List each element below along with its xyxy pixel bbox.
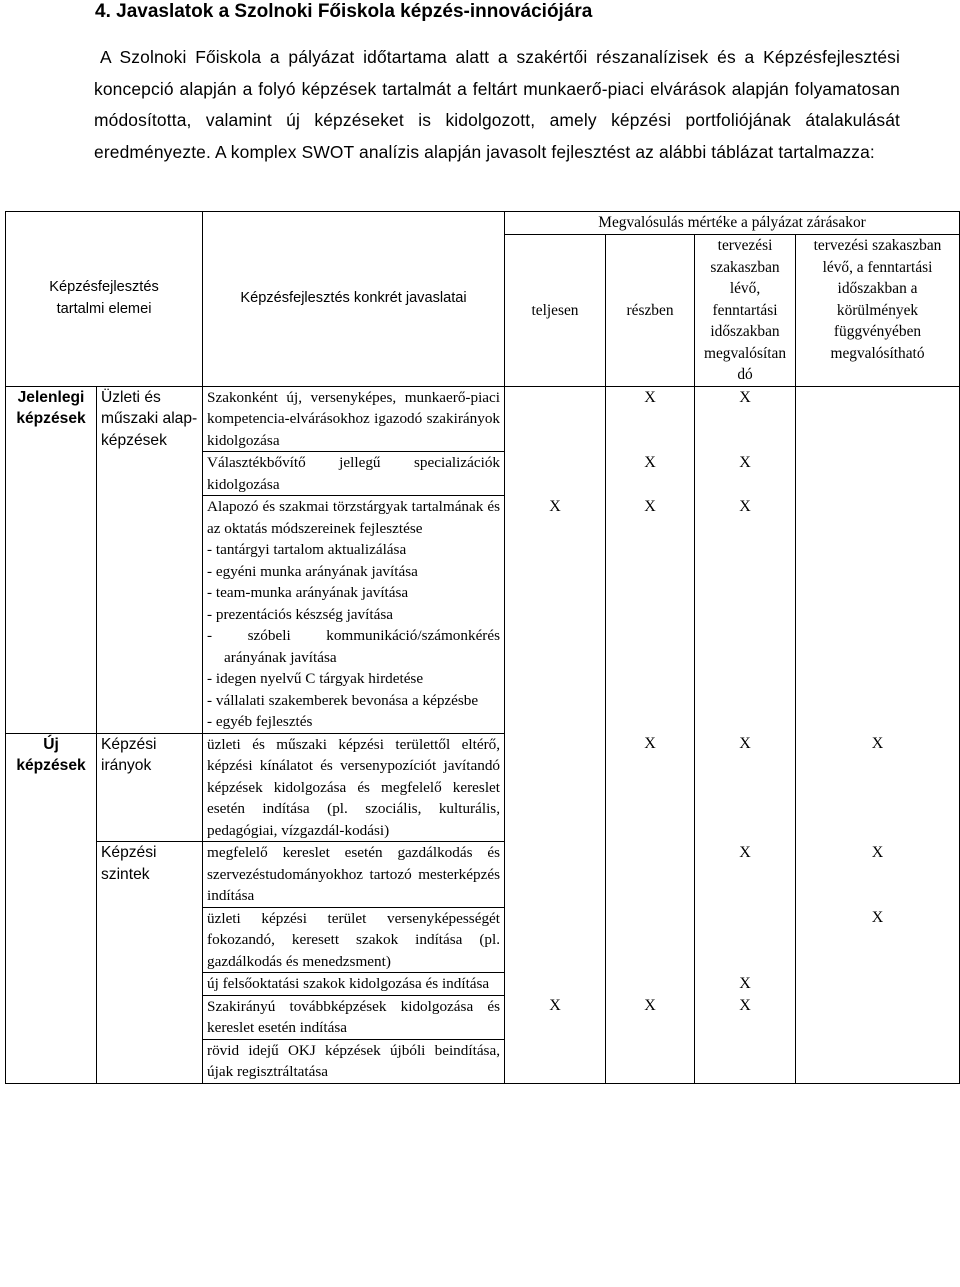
mark-r7-teljesen (505, 973, 606, 996)
mark-r3-tervezesi1: X (695, 496, 796, 734)
proposal-row-2: Választékbővítő jellegű specializációk kidolgozása (203, 452, 505, 496)
dash-item-5: - szóbeli kommunikáció/számonkérés arányának javítása (207, 627, 501, 666)
dash-item-3: - team-munka arányának javítása (207, 584, 409, 601)
mark-r4-reszben: X (606, 733, 695, 842)
proposal-row-1: Szakonként új, versenyképes, munkaerő-piaci kompetencia-elvárásokhoz igazodó szakirányok kidolgozása (203, 386, 505, 452)
dash-item-7: - vállalati szakemberek bevonása a képzésbe (207, 691, 479, 709)
col-header-realization: Megvalósulás mértéke a pályázat zárásakor (505, 212, 960, 235)
mark-r9-teljesen (505, 1039, 606, 1083)
proposal-row-5: megfelelő kereslet esetén gazdálkodás és szervezéstudományokhoz tartozó mesterképzés indítása (203, 842, 505, 908)
mark-r6-tervezesi1 (695, 907, 796, 973)
subcategory-uzleti: Üzleti és műszaki alap-képzések (97, 386, 203, 733)
subcategory-iranyok: Képzési irányok (97, 733, 203, 842)
mark-r4-teljesen (505, 733, 606, 842)
col-header-proposals: Képzésfejlesztés konkrét javaslatai (203, 212, 505, 387)
mark-r9-tervezesi1 (695, 1039, 796, 1083)
dash-item-4: - prezentációs készség javítása (207, 605, 393, 623)
mark-r8-tervezesi2 (796, 995, 960, 1039)
dash-item-2: - egyéni munka arányának javítása (207, 562, 418, 580)
mark-r7-reszben (606, 973, 695, 996)
mark-r5-tervezesi1: X (695, 842, 796, 908)
mark-r4-tervezesi2: X (796, 733, 960, 842)
dash-item-6: - idegen nyelvű C tárgyak hirdetése (207, 670, 424, 687)
subcategory-szintek: Képzési szintek (97, 842, 203, 1084)
mark-r7-tervezesi1: X (695, 973, 796, 996)
mark-r8-reszben: X (606, 995, 695, 1039)
mark-r5-teljesen (505, 842, 606, 908)
dash-item-8: - egyéb fejlesztés (207, 713, 313, 730)
subheader-teljesen: teljesen (505, 235, 606, 387)
mark-r1-tervezesi1: X (695, 386, 796, 452)
category-jelenlegi: Jelenlegi képzések (6, 386, 97, 733)
mark-r9-reszben (606, 1039, 695, 1083)
intro-paragraph: A Szolnoki Főiskola a pályázat időtartama alatt a szakértői részanalízisek és a Képzésfejlesztési koncepció alapján a folyó képzések tartalmát a feltárt munkaerő-piaci elvárások alapján folyamatosan módosította, valamint új képzéseket is kidolgozott, amely képzési portfoliójának átalakulását eredményezte. A komplex SWOT analízis alapján javasolt fejlesztést az alábbi táblázat tartalmazza: (94, 47, 900, 162)
mark-r7-tervezesi2 (796, 973, 960, 996)
mark-r3-reszben: X (606, 496, 695, 734)
section-heading: 4. Javaslatok a Szolnoki Főiskola képzés-innovációjára (95, 1, 593, 22)
proposal-row-6: üzleti képzési terület versenyképességét fokozandó, keresett szakok indítása (pl. gazdálkodás és menedzsment) (203, 907, 505, 973)
mark-r2-tervezesi2 (796, 452, 960, 496)
subheader-reszben: részben (606, 235, 695, 387)
proposal-row-3 (203, 496, 505, 734)
proposal-row-4: üzleti és műszaki képzési területtől eltérő, képzési kínálatot és versenypozíciót javítandó képzések kidolgozása és megfelelő kereslet esetén indítása (pl. szociális, kulturális, pedagógiai, vízgazdál-kodási) (203, 733, 505, 842)
subheader-tervezesi-2: tervezési szakaszban lévő, a fenntartási időszakban a körülmények függvényében megvalósítható (796, 235, 960, 387)
category-uj: Új képzések (6, 733, 97, 1083)
proposal-row-9: rövid idejű OKJ képzések újbóli beindítása, újak regisztráltatása (203, 1039, 505, 1083)
mark-r5-reszben (606, 842, 695, 908)
mark-r4-tervezesi1: X (695, 733, 796, 842)
mark-r5-tervezesi2: X (796, 842, 960, 908)
mark-r6-teljesen (505, 907, 606, 973)
mark-r6-reszben (606, 907, 695, 973)
mark-r1-tervezesi2 (796, 386, 960, 452)
development-table (5, 211, 960, 1084)
col-header-elements: Képzésfejlesztés tartalmi elemei (6, 212, 203, 387)
subheader-tervezesi-1: tervezési szakaszban lévő, fenntartási időszakban megvalósítan dó (695, 235, 796, 387)
proposal-row-3-title: Alapozó és szakmai törzstárgyak tartalmának és az oktatás módszereinek fejlesztése (207, 498, 501, 537)
dash-item-1: - tantárgyi tartalom aktualizálása (207, 541, 407, 558)
mark-r1-reszben: X (606, 386, 695, 452)
mark-r1-teljesen (505, 386, 606, 452)
mark-r3-tervezesi2 (796, 496, 960, 734)
mark-r3-teljesen: X (505, 496, 606, 734)
proposal-row-8: Szakirányú továbbképzések kidolgozása és kereslet esetén indítása (203, 995, 505, 1039)
mark-r8-tervezesi1: X (695, 995, 796, 1039)
proposal-row-7: új felsőoktatási szakok kidolgozása és indítása (203, 973, 505, 996)
mark-r6-tervezesi2: X (796, 907, 960, 973)
mark-r2-tervezesi1: X (695, 452, 796, 496)
mark-r2-reszben: X (606, 452, 695, 496)
mark-r9-tervezesi2 (796, 1039, 960, 1083)
mark-r2-teljesen (505, 452, 606, 496)
mark-r8-teljesen: X (505, 995, 606, 1039)
